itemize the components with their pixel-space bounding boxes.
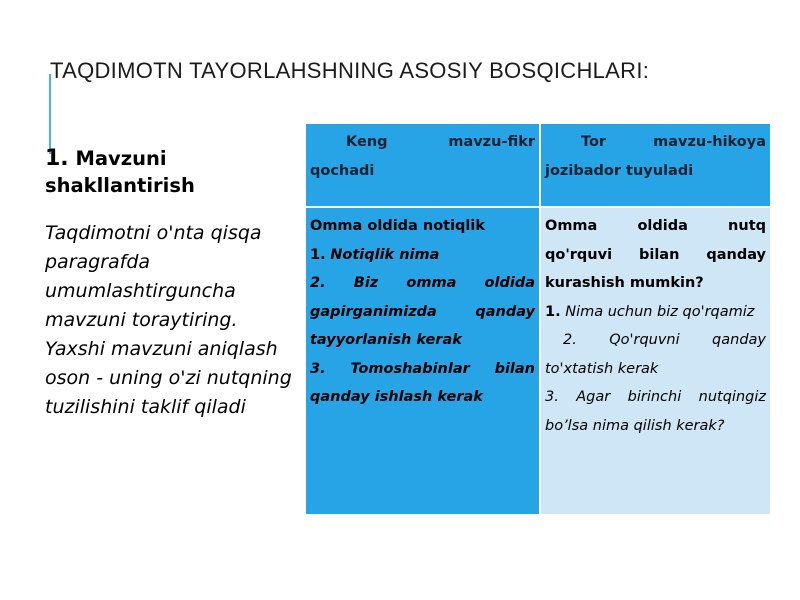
- slide-title: TAQDIMOTN TAYORLAHSHNING ASOSIY BOSQICHLARI:: [50, 58, 650, 83]
- title-accent-line: [49, 74, 51, 154]
- broad-topic-item-3: 3. Tomoshabinlar bilan qanday ishlash kerak: [310, 360, 535, 405]
- section-heading: [45, 145, 297, 199]
- section-heading-text: Mavzuni shakllantirish: [45, 147, 195, 197]
- narrow-topic-item-3: 3. Agar birinchi nutqingiz bo’lsa nima qilish kerak?: [545, 389, 766, 434]
- table-body-row: [306, 207, 770, 514]
- narrow-topic-item-1: 1. Nima uchun biz qo'rqamiz: [545, 303, 755, 320]
- narrow-topic-title: Omma oldida nutq qo'rquvi bilan qanday kurashish mumkin?: [545, 218, 766, 291]
- narrow-topic-cell: [540, 207, 770, 514]
- broad-topic-item-1: 1. Notiqlik nima: [310, 246, 440, 263]
- topic-comparison-table: [306, 124, 770, 514]
- left-column: [45, 145, 297, 422]
- header-broad-topic: Keng mavzu-fikr qochadi: [306, 124, 540, 207]
- section-body-text: Taqdimotni o'nta qisqa paragrafda umumlashtirguncha mavzuni toraytiring. Yaxshi mavzuni aniqlash oson - uning o'zi nutqning tuzilishini taklif qiladi: [45, 222, 292, 418]
- table-header-row: [306, 124, 770, 207]
- broad-topic-title: Omma oldida notiqlik: [310, 218, 486, 234]
- broad-topic-item-2: 2. Biz omma oldida gapirganimizda qanday tayyorlanish kerak: [310, 275, 535, 348]
- section-heading-number: 1.: [45, 146, 69, 171]
- broad-topic-cell: [306, 207, 540, 514]
- header-narrow-topic: Tor mavzu-hikoya jozibador tuyuladi: [540, 124, 770, 207]
- narrow-topic-item-2: 2. Qo'rquvni qanday to'xtatish kerak: [545, 332, 766, 377]
